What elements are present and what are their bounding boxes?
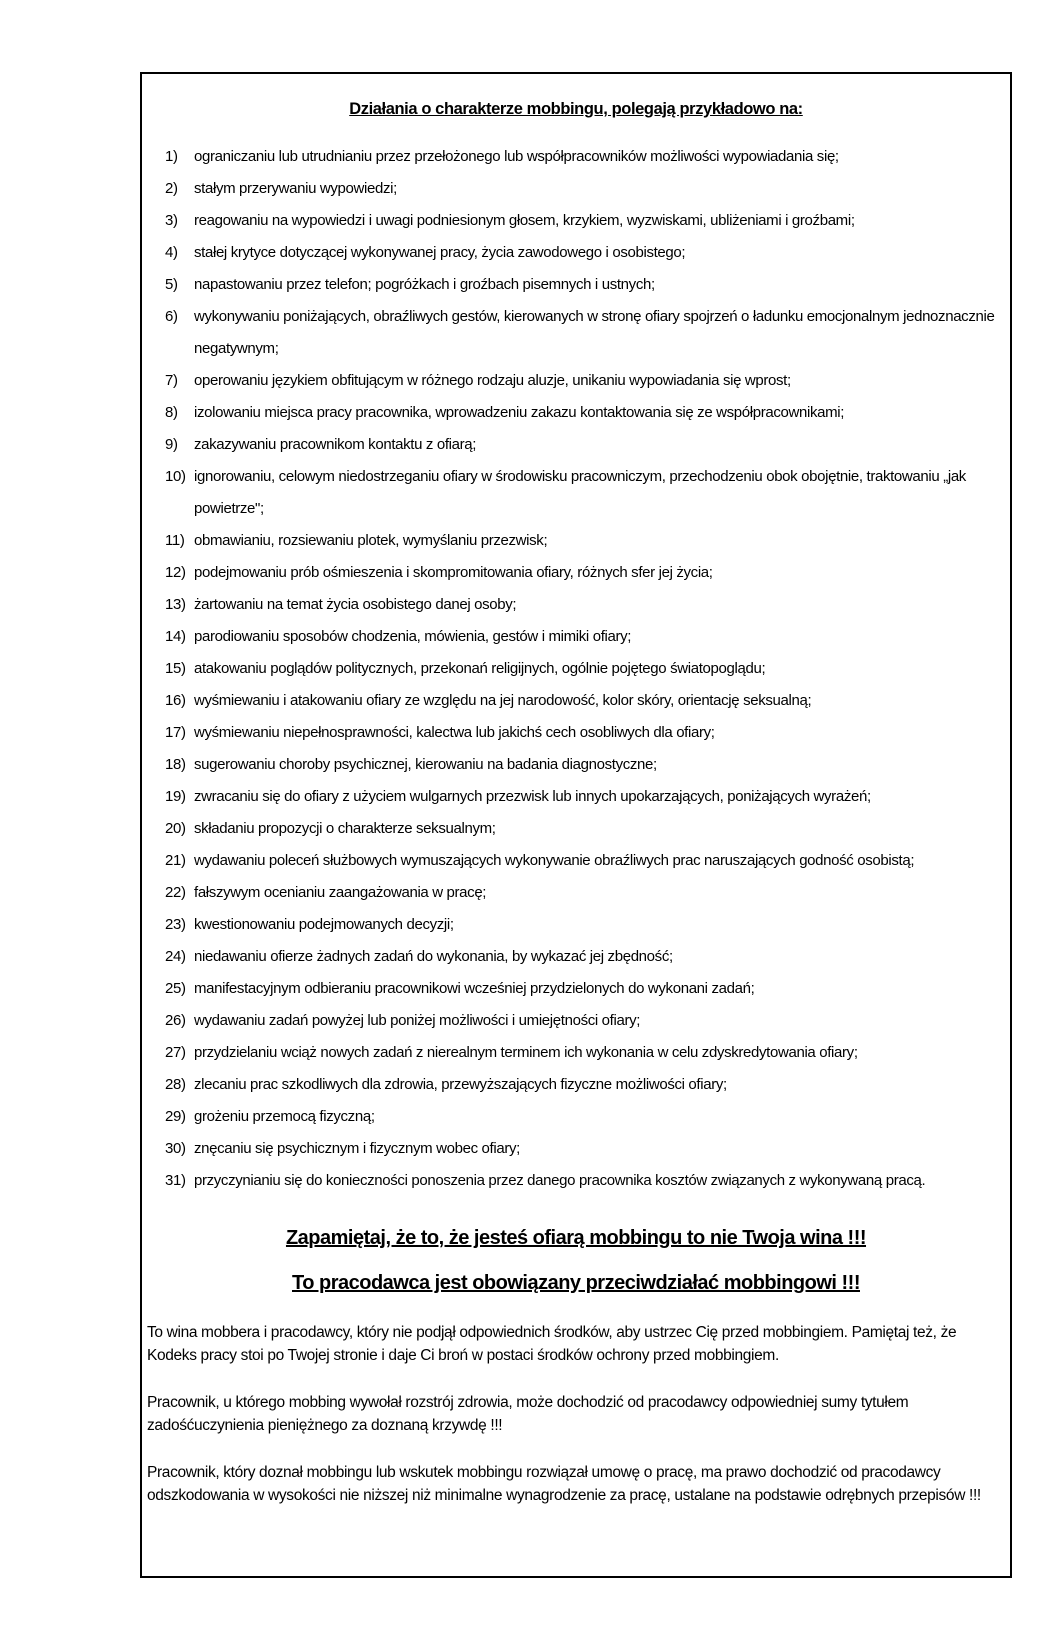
list-item <box>165 557 1000 589</box>
list-item-number: 15) <box>165 660 186 677</box>
list-item-text: wyśmiewaniu niepełnosprawności, kalectwa lub jakichś cech osobliwych dla ofiary; <box>194 724 715 741</box>
list-item-text: manifestacyjnym odbieraniu pracownikowi wcześniej przydzielonych do wykonani zadań; <box>194 980 755 997</box>
list-item-number: 6) <box>165 308 178 325</box>
list-item <box>165 525 1000 557</box>
list-item <box>165 429 1000 461</box>
list-item-text: zlecaniu prac szkodliwych dla zdrowia, przewyższających fizyczne możliwości ofiary; <box>194 1076 727 1093</box>
list-item-number: 3) <box>165 212 178 229</box>
list-item-number: 14) <box>165 628 186 645</box>
list-item <box>165 1069 1000 1101</box>
document-border-frame <box>140 72 1012 1578</box>
list-item <box>165 173 1000 205</box>
list-item-number: 8) <box>165 404 178 421</box>
list-item-text: niedawaniu ofierze żadnych zadań do wykonania, by wykazać jej zbędność; <box>194 948 673 965</box>
list-item-text: składaniu propozycji o charakterze seksualnym; <box>194 820 496 837</box>
list-item <box>165 1037 1000 1069</box>
list-item <box>165 877 1000 909</box>
list-item <box>165 589 1000 621</box>
list-item-text: sugerowaniu choroby psychicznej, kierowaniu na badania diagnostyczne; <box>194 756 657 773</box>
mobbing-actions-list <box>165 141 1000 1197</box>
list-item-text: przydzielaniu wciąż nowych zadań z nierealnym terminem ich wykonania w celu zdyskredytowania ofiary; <box>194 1044 858 1061</box>
list-item-text: ignorowaniu, celowym niedostrzeganiu ofiary w środowisku pracowniczym, przechodzeniu obok obojętnie, traktowaniu „jak powietrze"; <box>194 468 966 517</box>
list-item <box>165 365 1000 397</box>
list-item <box>165 973 1000 1005</box>
list-item-number: 20) <box>165 820 186 837</box>
list-item-text: reagowaniu na wypowiedzi i uwagi podniesionym głosem, krzykiem, wyzwiskami, ubliżeniami i groźbami; <box>194 212 855 229</box>
list-item <box>165 461 1000 525</box>
document-title: Działania o charakterze mobbingu, polegają przykładowo na: <box>349 100 803 118</box>
emphasis-statement-employer: To pracodawca jest obowiązany przeciwdziałać mobbingowi !!! <box>292 1272 860 1294</box>
list-item-number: 12) <box>165 564 186 581</box>
list-item-text: atakowaniu poglądów politycznych, przekonań religijnych, ogólnie pojętego światopoglądu; <box>194 660 766 677</box>
list-item-number: 11) <box>165 532 185 549</box>
list-item-text: operowaniu językiem obfitującym w różnego rodzaju aluzje, unikaniu wypowiadania się wprost; <box>194 372 791 389</box>
paragraph-health-compensation: Pracownik, u którego mobbing wywołał rozstrój zdrowia, może dochodzić od pracodawcy odpowiedniej sumy tytułem zadośćuczynienia pieniężnego za doznaną krzywdę !!! <box>147 1394 909 1434</box>
list-item <box>165 237 1000 269</box>
list-item-text: żartowaniu na temat życia osobistego danej osoby; <box>194 596 517 613</box>
list-item-text: izolowaniu miejsca pracy pracownika, wprowadzeniu zakazu kontaktowania się ze współpracownikami; <box>194 404 845 421</box>
list-item <box>165 301 1000 365</box>
list-item-number: 10) <box>165 468 186 485</box>
list-item-number: 7) <box>165 372 178 389</box>
list-item-number: 27) <box>165 1044 186 1061</box>
list-item-number: 18) <box>165 756 186 773</box>
list-item-number: 16) <box>165 692 186 709</box>
list-item-text: zakazywaniu pracownikom kontaktu z ofiarą; <box>194 436 477 453</box>
list-item <box>165 1005 1000 1037</box>
emphasis-statement-victim: Zapamiętaj, że to, że jesteś ofiarą mobbingu to nie Twoja wina !!! <box>285 1227 867 1249</box>
list-item-number: 21) <box>165 852 186 869</box>
list-item-number: 31) <box>165 1172 186 1189</box>
list-item-text: wykonywaniu poniżających, obraźliwych gestów, kierowanych w stronę ofiary spojrzeń o ładunku emocjonalnym jednoznacznie negatywnym; <box>194 308 995 357</box>
list-item-text: znęcaniu się psychicznym i fizycznym wobec ofiary; <box>194 1140 520 1157</box>
list-item-number: 30) <box>165 1140 186 1157</box>
list-item-text: napastowaniu przez telefon; pogróżkach i groźbach pisemnych i ustnych; <box>194 276 655 293</box>
list-item-text: grożeniu przemocą fizyczną; <box>194 1108 375 1125</box>
list-item-number: 24) <box>165 948 186 965</box>
list-item-text: wydawaniu poleceń służbowych wymuszających wykonywanie obraźliwych prac naruszających godność osobistą; <box>194 852 915 869</box>
list-item <box>165 1165 1000 1197</box>
list-item <box>165 141 1000 173</box>
list-item-text: stałym przerywaniu wypowiedzi; <box>194 180 397 197</box>
list-item-text: obmawianiu, rozsiewaniu plotek, wymyślaniu przezwisk; <box>194 532 548 549</box>
list-item-number: 2) <box>165 180 178 197</box>
paragraph-contract-compensation: Pracownik, który doznał mobbingu lub wskutek mobbingu rozwiązał umowę o pracę, ma prawo dochodzić od pracodawcy odszkodowania w wysokości nie niższej niż minimalne wynagrodzenie za pracę, ustalane na podstawie odrębnych przepisów !!! <box>147 1464 981 1504</box>
list-item <box>165 1101 1000 1133</box>
list-item-number: 13) <box>165 596 186 613</box>
list-item-text: wyśmiewaniu i atakowaniu ofiary ze względu na jej narodowość, kolor skóry, orientację seksualną; <box>194 692 812 709</box>
list-item-text: fałszywym ocenianiu zaangażowania w pracę; <box>194 884 487 901</box>
paragraph-mobber-blame: To wina mobbera i pracodawcy, który nie podjął odpowiednich środków, aby ustrzec Cię przed mobbingiem. Pamiętaj też, że Kodeks pracy stoi po Twojej stronie i daje Ci broń w postaci środków ochrony przed mobbingiem. <box>147 1324 957 1364</box>
list-item <box>165 397 1000 429</box>
list-item-text: zwracaniu się do ofiary z użyciem wulgarnych przezwisk lub innych upokarzających, poniżających wyrażeń; <box>194 788 871 805</box>
list-item-text: przyczynianiu się do konieczności ponoszenia przez danego pracownika kosztów związanych z wykonywaną pracą. <box>194 1172 926 1189</box>
list-item-number: 22) <box>165 884 186 901</box>
list-item-number: 23) <box>165 916 186 933</box>
list-item-number: 9) <box>165 436 178 453</box>
list-item-text: podejmowaniu prób ośmieszenia i skompromitowania ofiary, różnych sfer jej życia; <box>194 564 713 581</box>
list-item <box>165 749 1000 781</box>
list-item <box>165 269 1000 301</box>
list-item-text: ograniczaniu lub utrudnianiu przez przełożonego lub współpracowników możliwości wypowiadania się; <box>194 148 839 165</box>
list-item <box>165 941 1000 973</box>
list-item-number: 26) <box>165 1012 186 1029</box>
list-item <box>165 909 1000 941</box>
list-item-text: kwestionowaniu podejmowanych decyzji; <box>194 916 454 933</box>
list-item <box>165 781 1000 813</box>
list-item <box>165 1133 1000 1165</box>
list-item-number: 4) <box>165 244 178 261</box>
list-item-text: wydawaniu zadań powyżej lub poniżej możliwości i umiejętności ofiary; <box>194 1012 641 1029</box>
list-item <box>165 813 1000 845</box>
list-item <box>165 653 1000 685</box>
list-item-number: 29) <box>165 1108 186 1125</box>
list-item-number: 1) <box>165 148 178 165</box>
list-item-number: 19) <box>165 788 186 805</box>
list-item-number: 5) <box>165 276 178 293</box>
list-item-number: 17) <box>165 724 186 741</box>
list-item <box>165 845 1000 877</box>
list-item <box>165 621 1000 653</box>
list-item-number: 25) <box>165 980 186 997</box>
closing-paragraphs <box>147 1321 1004 1507</box>
list-item-number: 28) <box>165 1076 186 1093</box>
list-item-text: parodiowaniu sposobów chodzenia, mówienia, gestów i mimiki ofiary; <box>194 628 632 645</box>
list-item <box>165 685 1000 717</box>
list-item <box>165 205 1000 237</box>
list-item <box>165 717 1000 749</box>
list-item-text: stałej krytyce dotyczącej wykonywanej pracy, życia zawodowego i osobistego; <box>194 244 686 261</box>
